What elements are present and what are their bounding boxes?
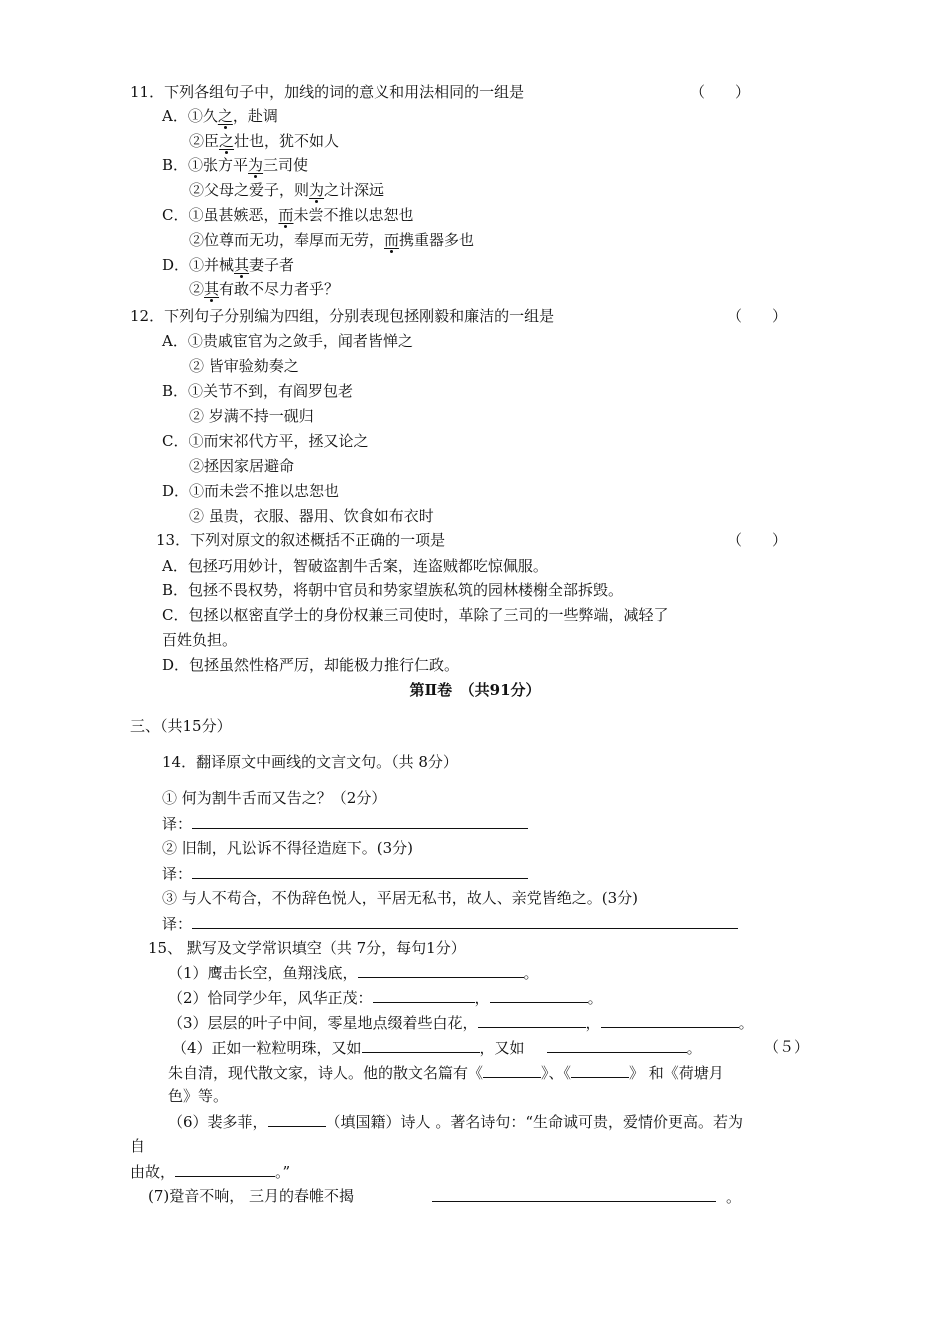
q11-answer-paren: （ ） [690,83,751,101]
q12-stem: 12．下列句子分别编为四组，分别表现包拯刚毅和廉洁的一组是 [130,307,555,325]
q15-blank-6b[interactable] [175,1161,275,1177]
q13-option-b: B．包拯不畏权势，将朝中官员和势家望族私筑的园林楼榭全部拆毁。 [162,581,624,599]
q13-option-c1: C．包拯以枢密直学士的身份权兼三司使时，革除了三司的一些弊端，减轻了 [162,606,669,624]
part2-title: 第Ⅱ卷 （共91分） [409,681,541,699]
q15-stem: 15、 默写及文学常识填空（共 7分，每句1分） [148,939,466,957]
q15-item-1: （1）鹰击长空，鱼翔浅底， 。 [168,964,539,982]
q14-answer-blank-1[interactable] [192,813,528,829]
q12-option-d2: ② 虽贵，衣服、器用、饮食如布衣时 [189,507,434,525]
q14-translation-1: 译： [162,813,528,834]
q15-item-7-answer: 。 [432,1186,741,1207]
q12-option-c1: C．①而宋祁代方平，拯又论之 [162,432,369,450]
q11-option-d1: D．①并械其妻子者 [162,256,295,274]
q12-option-b2: ② 岁满不持一砚归 [189,407,314,425]
q12-option-a1: A．①贵戚宦官为之敛手，闻者皆惮之 [162,332,413,350]
q12-answer-paren: （ ） [727,307,788,325]
q11-option-a1: A．①久之，赴调 [162,107,278,125]
q12-option-a2: ② 皆审验劾奏之 [189,357,299,375]
q15-item-5-cont: 色》等。 [168,1087,229,1105]
q15-blank-6a[interactable] [268,1111,326,1127]
q13-option-a: A．包拯巧用妙计，智破盗割牛舌案，连盗贼都吃惊佩服。 [162,557,548,575]
q15-blank-3a[interactable] [478,1012,586,1028]
section3-heading: 三、（共15分） [130,717,232,735]
q15-blank-2a[interactable] [373,987,475,1003]
q15-item-5: 朱自清，现代散文家，诗人。他的散文名篇有《 》、《 》 和《荷塘月 [168,1064,724,1082]
q15-item-6-wrap: 自 [130,1137,146,1155]
q13-stem: 13．下列对原文的叙述概括不正确的一项是 [156,531,446,549]
q12-option-b1: B．①关节不到，有阎罗包老 [162,382,354,400]
q14-sentence-1: ① 何为割牛舌而又告之？（2分） [162,789,387,807]
q11-option-c1: C．①虽甚嫉恶，而未尝不推以忠恕也 [162,206,414,224]
q15-item-3: （3）层层的叶子中间，零星地点缀着些白花， ， 。 [168,1014,754,1032]
q11-d1-keyword: 其 [234,256,250,274]
q15-item-6: （6）裴多菲， （填国籍）诗人 。著名诗句：“生命诚可贵，爱情价更高。若为 [168,1113,743,1131]
q15-item-5-number: （５） [764,1038,810,1056]
q15-item-2: （2）恰同学少年，风华正茂： ， 。 [168,989,603,1007]
q11-option-b1: B．①张方平为三司使 [162,156,309,174]
q15-blank-1[interactable] [358,962,524,978]
q11-b2-keyword: 为 [309,181,325,199]
q14-answer-blank-2[interactable] [192,863,528,879]
q15-item-4: （4）正如一粒粒明珠，又如 ，又如 。 [172,1039,702,1057]
q11-a1-keyword: 之 [217,107,233,125]
q14-sentence-2: ② 旧制，凡讼诉不得径造庭下。(3分) [162,839,414,857]
q11-a2-keyword: 之 [219,132,235,150]
q15-blank-5b[interactable] [571,1062,629,1078]
q11-d2-keyword: 其 [204,280,220,298]
q11-c2-keyword: 而 [384,231,400,249]
q14-translation-2: 译： [162,863,528,884]
q11-b1-keyword: 为 [248,156,264,174]
q11-option-d2: ②其有敢不尽力者乎？ [189,280,340,298]
q13-answer-paren: （ ） [727,531,788,549]
q15-blank-4a[interactable] [362,1037,480,1053]
q14-translation-3: 译： [162,913,738,934]
q11-c1-keyword: 而 [278,206,294,224]
q15-blank-7[interactable] [432,1186,716,1202]
q11-option-c2: ②位尊而无功，奉厚而无劳，而携重器多也 [189,231,475,249]
q12-option-c2: ②拯因家居避命 [189,457,295,475]
q13-option-c2: 百姓负担。 [162,631,238,649]
q15-blank-5a[interactable] [483,1062,541,1078]
q15-blank-3b[interactable] [601,1012,739,1028]
q14-answer-blank-3[interactable] [192,913,738,929]
q11-option-b2: ②父母之爱子，则为之计深远 [189,181,385,199]
q15-blank-4b[interactable] [547,1037,687,1053]
q14-sentence-3: ③ 与人不苟合，不伪辞色悦人，平居无私书，故人、亲党皆绝之。(3分) [162,889,639,907]
q15-blank-2b[interactable] [490,987,588,1003]
q15-item-6-cont: 由故， 。” [130,1163,291,1181]
q12-option-d1: D．①而未尝不推以忠恕也 [162,482,340,500]
q11-stem: 11．下列各组句子中，加线的词的意义和用法相同的一组是 [130,83,525,101]
q13-option-d: D．包拯虽然性格严厉，却能极力推行仁政。 [162,656,460,674]
q11-option-a2: ②臣之壮也，犹不如人 [189,132,340,150]
q14-stem: 14．翻译原文中画线的文言文句。（共 8分） [162,753,458,771]
q15-item-7: (7)跫音不响， 三月的春帷不揭 [148,1187,355,1205]
